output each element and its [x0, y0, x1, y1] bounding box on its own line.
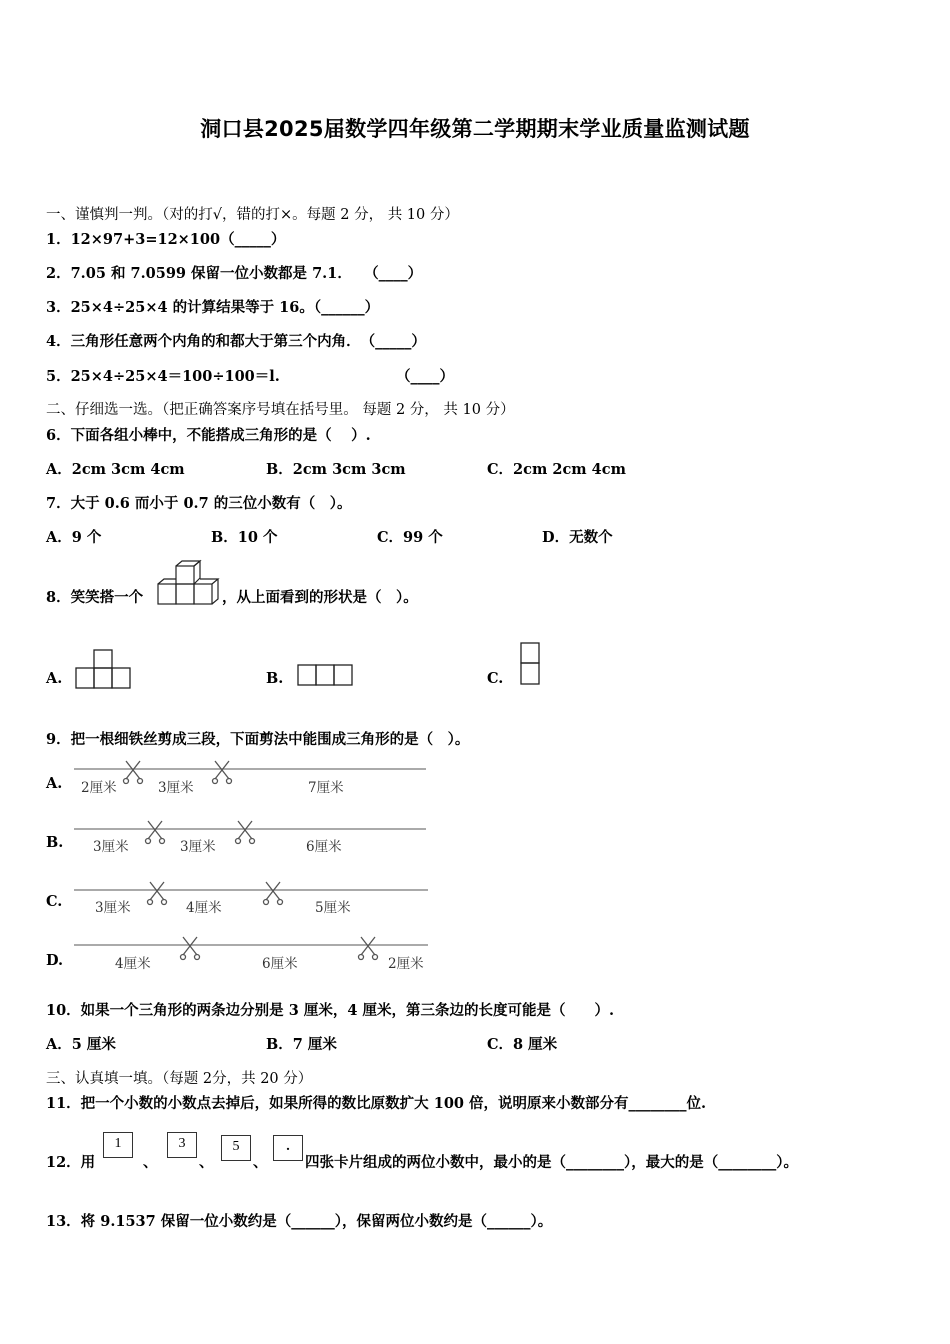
section-3-heading: 三、认真填一填。（每题 2分，共 20 分） [46, 1071, 313, 1087]
question-12-prefix: 12．用 [46, 1154, 96, 1171]
q12-separator-2: 、 [199, 1154, 214, 1171]
section-1-heading: 一、谨慎判一判。（对的打√，错的打×。每题 2 分， 共 10 分） [46, 207, 459, 223]
q8-option-b: B. [266, 670, 284, 687]
q9-c-seg3: 5厘米 [315, 900, 351, 916]
digit-card-5: 5 [221, 1135, 251, 1161]
question-3: 3．25×4÷25×4 的计算结果等于 16。（______） [46, 299, 380, 316]
q9-option-c: C. [46, 893, 63, 910]
q8-option-a: A. [46, 670, 63, 687]
question-5: 5．25×4÷25×4＝100÷100＝l. [46, 368, 280, 385]
question-4: 4．三角形任意两个内角的和都大于第三个内角． （_____） [46, 333, 426, 350]
question-7: 7．大于 0.6 而小于 0.7 的三位小数有（ ）。 [46, 495, 352, 512]
q10-option-b: B．7 厘米 [266, 1036, 337, 1053]
question-11: 11．把一个小数的小数点去掉后，如果所得的数比原数扩大 100 倍，说明原来小数部分有________位. [46, 1095, 707, 1112]
q9-option-a: A. [46, 775, 63, 792]
page-title: 洞口县2025届数学四年级第二学期期末学业质量监测试题 [200, 117, 750, 141]
q9-option-b: B. [46, 834, 64, 851]
digit-card-3: 3 [167, 1132, 197, 1158]
digit-card-1: 1 [103, 1132, 133, 1158]
question-5-blank: （____） [396, 368, 454, 385]
q9-a-seg3: 7厘米 [308, 780, 344, 796]
section-2-heading: 二、仔细选一选。（把正确答案序号填在括号里。 每题 2 分， 共 10 分） [46, 402, 515, 418]
q9-a-seg1: 2厘米 [81, 780, 117, 796]
question-8-prefix: 8．笑笑搭一个 [46, 589, 144, 606]
q6-option-a: A．2cm 3cm 4cm [46, 461, 185, 478]
question-12-suffix: 四张卡片组成的两位小数中，最小的是（________），最大的是（________）。 [305, 1154, 798, 1171]
cube-stack-figure [156, 560, 220, 606]
q9-d-seg1: 4厘米 [115, 956, 151, 972]
q9-d-seg2: 6厘米 [262, 956, 298, 972]
q10-option-c: C．8 厘米 [487, 1036, 558, 1053]
question-9: 9．把一根细铁丝剪成三段，下面剪法中能围成三角形的是（ ）。 [46, 731, 470, 748]
q8-option-c-shape [518, 640, 544, 688]
question-8-suffix: ，从上面看到的形状是（ ）。 [222, 589, 418, 606]
q9-b-seg1: 3厘米 [93, 839, 129, 855]
question-10: 10．如果一个三角形的两条边分别是 3 厘米，4 厘米，第三条边的长度可能是（ ）. [46, 1002, 615, 1019]
question-6: 6．下面各组小棒中，不能搭成三角形的是（ ）. [46, 427, 371, 444]
q12-separator-3: 、 [253, 1154, 268, 1171]
q9-c-seg2: 4厘米 [186, 900, 222, 916]
q9-b-seg3: 6厘米 [306, 839, 342, 855]
q6-option-c: C．2cm 2cm 4cm [487, 461, 626, 478]
q9-option-d: D. [46, 952, 64, 969]
q7-option-b: B．10 个 [211, 529, 278, 546]
q9-a-seg2: 3厘米 [158, 780, 194, 796]
decimal-point-card: . [273, 1135, 303, 1161]
q7-option-d: D．无数个 [542, 529, 613, 546]
q8-option-b-shape [296, 662, 358, 688]
q9-b-seg2: 3厘米 [180, 839, 216, 855]
q8-option-a-shape [74, 649, 134, 691]
q7-option-c: C．99 个 [377, 529, 443, 546]
q9-option-a-wire [72, 758, 432, 798]
q9-c-seg1: 3厘米 [95, 900, 131, 916]
q10-option-a: A．5 厘米 [46, 1036, 116, 1053]
q8-option-c: C. [487, 670, 504, 687]
q12-separator-1: 、 [143, 1154, 158, 1171]
q7-option-a: A．9 个 [46, 529, 102, 546]
q9-d-seg3: 2厘米 [388, 956, 424, 972]
question-1: 1．12×97+3=12×100（_____） [46, 231, 286, 248]
question-2: 2．7.05 和 7.0599 保留一位小数都是 7.1． （____） [46, 265, 423, 282]
q6-option-b: B．2cm 3cm 3cm [266, 461, 406, 478]
question-13: 13．将 9.1537 保留一位小数约是（______），保留两位小数约是（______）。 [46, 1213, 553, 1230]
